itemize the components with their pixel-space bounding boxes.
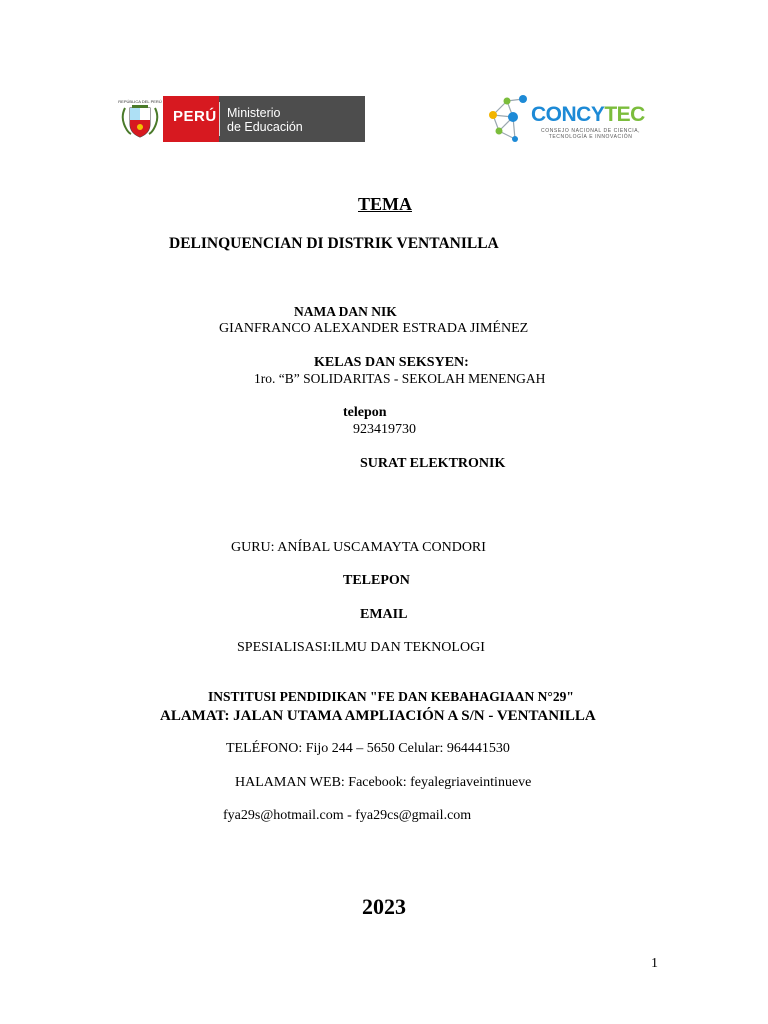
contact-emails: fya29s@hotmail.com - fya29cs@gmail.com: [223, 808, 472, 823]
nama-label: NAMA DAN NIK: [294, 304, 397, 319]
concytec-subtitle: CONSEJO NACIONAL DE CIENCIA, TECNOLOGÍA E INNOVACIÓN: [541, 128, 641, 140]
alamat: ALAMAT: JALAN UTAMA AMPLIACIÓN A S/N - VENTANILLA: [160, 708, 596, 724]
kelas-value: 1ro. “B” SOLIDARITAS - SEKOLAH MENENGAH: [254, 371, 546, 386]
surat-label: SURAT ELEKTRONIK: [360, 456, 506, 471]
ministerio-line-1: Ministerio: [227, 106, 281, 120]
concytec-logo: [485, 93, 665, 145]
institusi: INSTITUSI PENDIDIKAN "FE DAN KEBAHAGIAAN N°29": [208, 689, 574, 704]
network-nodes-icon: [485, 93, 533, 145]
guru-telepon-label: TELEPON: [343, 573, 410, 588]
telepon-value: 923419730: [353, 422, 416, 437]
kelas-label: KELAS DAN SEKSYEN:: [314, 355, 469, 370]
logo-divider: [219, 102, 220, 136]
page-number: 1: [651, 956, 658, 971]
telefono: TELÉFONO: Fijo 244 – 5650 Celular: 964441530: [226, 741, 510, 756]
minedu-logo: [117, 96, 365, 142]
guru-email-label: EMAIL: [360, 607, 408, 622]
ministerio-label: [227, 106, 303, 134]
tema-heading: TEMA: [358, 194, 412, 214]
concytec-wordmark: CONCYTEC: [531, 103, 645, 126]
tema-title: DELINQUENCIAN DI DISTRIK VENTANILLA: [169, 235, 499, 252]
spesialisasi: SPESIALISASI:ILMU DAN TEKNOLOGI: [237, 640, 485, 655]
svg-text:REPÚBLICA DEL PERÚ: REPÚBLICA DEL PERÚ: [118, 99, 162, 104]
ministerio-line-2: de Educación: [227, 120, 303, 134]
guru-name: GURU: ANÍBAL USCAMAYTA CONDORI: [231, 540, 486, 555]
peru-shield-icon: [117, 96, 163, 142]
year: 2023: [362, 894, 406, 919]
nama-value: GIANFRANCO ALEXANDER ESTRADA JIMÉNEZ: [219, 321, 529, 336]
halaman-web: HALAMAN WEB: Facebook: feyalegriaveintinueve: [235, 775, 532, 790]
peru-label: PERÚ: [173, 108, 217, 125]
telepon-label: telepon: [343, 405, 387, 420]
